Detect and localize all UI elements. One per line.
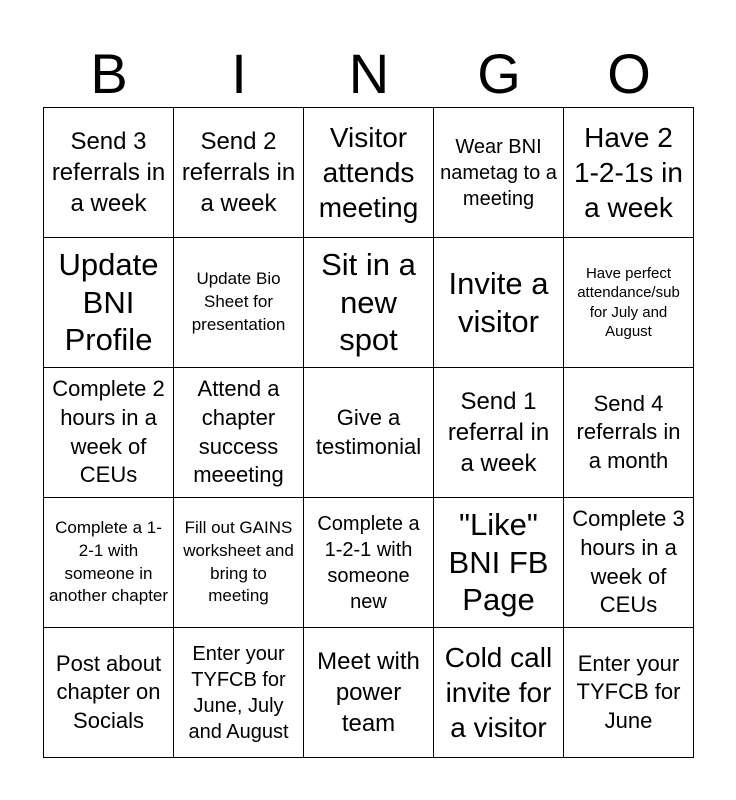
cell-text: Sit in a new spot (321, 246, 416, 358)
bingo-cell[interactable] (174, 498, 304, 628)
cell-text: Fill out GAINS worksheet and bring to meeting (183, 517, 294, 606)
cell-text: Have 2 1-2-1s in a week (574, 122, 683, 223)
cell-text: Send 3 referrals in a week (51, 127, 166, 218)
cell-text: "Like" BNI FB Page (448, 506, 549, 618)
cell-text: Wear BNI nametag to a meeting (440, 135, 557, 210)
bingo-cell[interactable] (174, 108, 304, 238)
bingo-cell[interactable] (564, 238, 694, 368)
bingo-cell[interactable] (44, 108, 174, 238)
bingo-cell[interactable] (304, 498, 434, 628)
bingo-cell[interactable] (434, 108, 564, 238)
bingo-cell[interactable] (434, 628, 564, 758)
bingo-cell[interactable] (174, 368, 304, 498)
cell-text: Enter your TYFCB for June (576, 650, 681, 733)
cell-text: Send 2 referrals in a week (181, 127, 296, 218)
bingo-cell[interactable] (434, 368, 564, 498)
cell-text: Enter your TYFCB for June, July and August (188, 642, 289, 743)
cell-text: Complete a 1-2-1 with someone in another chapter (48, 517, 169, 606)
cell-text: Attend a chapter success meeeting (193, 376, 284, 488)
cell-text: Complete 3 hours in a week of CEUs (572, 506, 685, 618)
bingo-cell[interactable] (174, 238, 304, 368)
bingo-header (44, 40, 694, 108)
cell-text: Send 4 referrals in a month (576, 390, 681, 473)
bingo-cell[interactable] (564, 108, 694, 238)
cell-text: Cold call invite for a visitor (444, 642, 553, 743)
header-letter-o: O (607, 42, 651, 105)
bingo-cell[interactable] (564, 628, 694, 758)
cell-text: Complete a 1-2-1 with someone new (317, 512, 420, 613)
bingo-cell[interactable] (44, 238, 174, 368)
bingo-cell[interactable] (304, 628, 434, 758)
cell-text: Have perfect attendance/sub for July and August (577, 264, 680, 340)
bingo-cell[interactable] (564, 368, 694, 498)
bingo-cell[interactable] (44, 368, 174, 498)
bingo-board (43, 107, 694, 758)
bingo-cell[interactable] (434, 498, 564, 628)
cell-text: Complete 2 hours in a week of CEUs (52, 376, 165, 488)
header-letter-g: G (477, 42, 521, 105)
cell-text: Give a testimonial (315, 404, 422, 459)
header-letter-n: N (348, 42, 390, 105)
bingo-cell[interactable] (304, 238, 434, 368)
bingo-cell[interactable] (304, 368, 434, 498)
bingo-cell[interactable] (564, 498, 694, 628)
header-letter-i: I (231, 42, 247, 105)
cell-text: Send 1 referral in a week (447, 387, 550, 478)
cell-text: Update BNI Profile (58, 246, 159, 358)
bingo-cell[interactable] (304, 108, 434, 238)
cell-text: Invite a visitor (448, 265, 549, 339)
bingo-cell[interactable] (44, 498, 174, 628)
header-letter-b: B (90, 42, 128, 105)
bingo-cell[interactable] (174, 628, 304, 758)
cell-text: Visitor attends meeting (318, 122, 419, 223)
bingo-cell[interactable] (434, 238, 564, 368)
bingo-cell[interactable] (44, 628, 174, 758)
cell-text: Post about chapter on Socials (55, 650, 162, 733)
cell-text: Meet with power team (317, 647, 420, 738)
cell-text: Update Bio Sheet for presentation (191, 269, 286, 334)
